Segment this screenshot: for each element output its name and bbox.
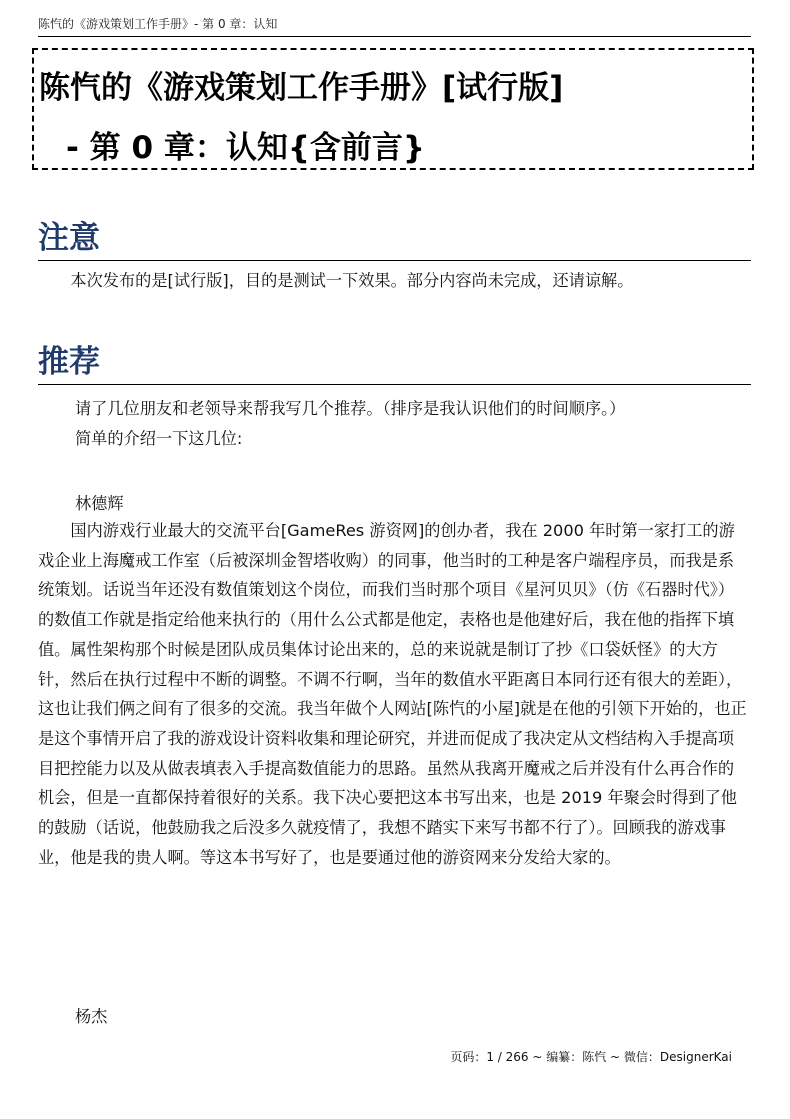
section-heading-notice: 注意: [38, 220, 100, 256]
document-subtitle: - 第 0 章：认知{含前言}: [66, 130, 425, 166]
document-title: 陈忾的《游戏策划工作手册》[试行版]: [39, 70, 564, 106]
recommender-name: 杨杰: [75, 1007, 108, 1026]
recommend-intro-secondary: 简单的介绍一下这几位:: [75, 429, 243, 448]
section-heading-recommend: 推荐: [38, 344, 100, 380]
title-box: [32, 48, 754, 170]
section-divider-recommend: [38, 384, 751, 385]
notice-paragraph: 本次发布的是[试行版]，目的是测试一下效果。部分内容尚未完成，还请谅解。: [70, 271, 634, 290]
recommender-bio: 国内游戏行业最大的交流平台[GameRes 游资网]的创办者，我在 2000 年时第一家打工的游戏企业上海魔戒工作室（后被深圳金智塔收购）的同事，他当时的工种是客户端程序员，而我是系统策划。话说当年还没有数值策划这个岗位，而我们当时那个项目《星河贝贝》（仿《石器时代》）的数值工作就是指定给他来执行的（用什么公式都是他定，表格也是他建好后，我在他的指挥下填值。属性架构那个时候是团队成员集体讨论出来的，总的来说就是制订了抄《口袋妖怪》的大方针，然后在执行过程中不断的调整。不调不行啊，当年的数值水平距离日本同行还有很大的差距），这也让我们俩之间有了很多的交流。我当年做个人网站[陈忾的小屋]就是在他的引领下开始的，也正是这个事情开启了我的游戏设计资料收集和理论研究，并进而促成了我决定从文档结构入手提高项目把控能力以及从做表填表入手提高数值能力的思路。虽然从我离开魔戒之后并没有什么再合作的机会，但是一直都保持着很好的关系。我下决心要把这本书写出来，也是 2019 年聚会时得到了他的鼓励（话说，他鼓励我之后没多久就疫情了，我想不踏实下来写书都不行了）。回顾我的游戏事业，他是我的贵人啊。等这本书写好了，也是要通过他的游资网来分发给大家的。: [38, 521, 747, 867]
recommender-name: 林德辉: [75, 494, 124, 513]
running-header: 陈忾的《游戏策划工作手册》- 第 0 章：认知: [38, 17, 278, 31]
header-divider: [38, 36, 751, 37]
section-divider-notice: [38, 260, 751, 261]
page-footer: 页码：1 / 266 ~ 编纂：陈忾 ~ 微信：DesignerKai: [450, 1050, 732, 1064]
recommend-intro: 请了几位朋友和老领导来帮我写几个推荐。（排序是我认识他们的时间顺序。）: [75, 399, 626, 418]
